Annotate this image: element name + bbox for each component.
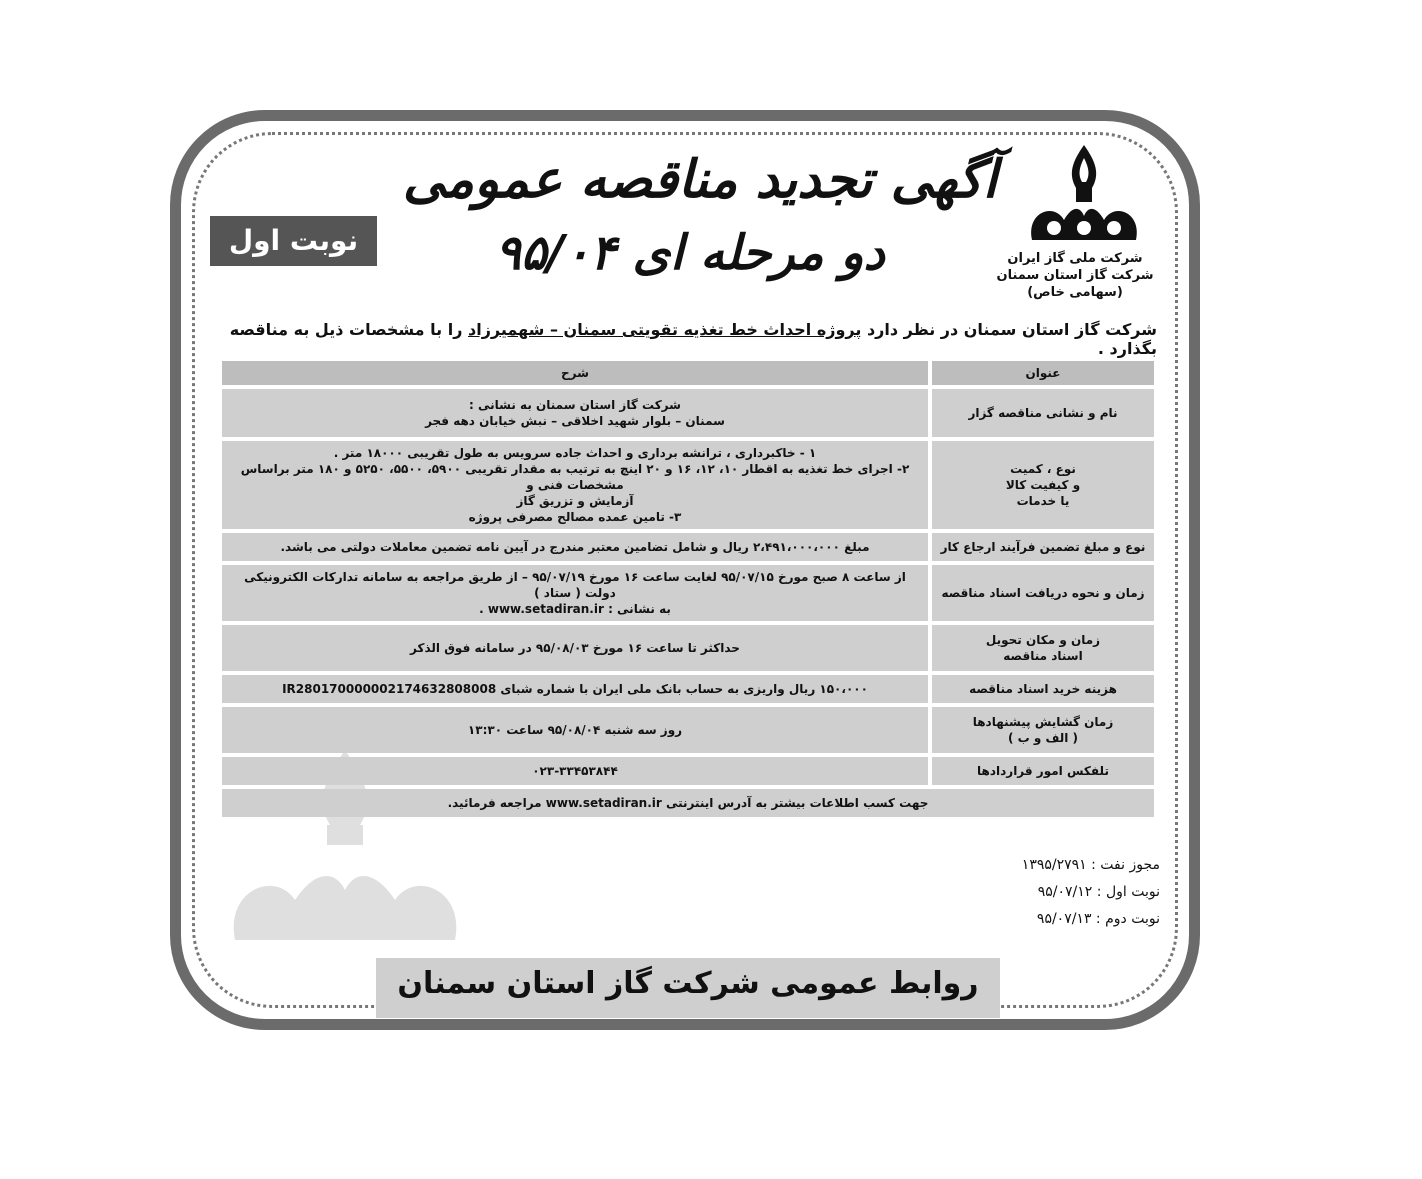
row-desc-line: به نشانی : www.setadiran.ir .: [479, 602, 671, 616]
license-number: مجوز نفت : ۱۳۹۵/۲۷۹۱: [1021, 857, 1160, 873]
row-desc-line: ۳- تامین عمده مصالح مصرفی پروژه: [468, 510, 682, 524]
header-desc-cell: شرح: [222, 361, 928, 385]
row-label-line: یا خدمات: [1016, 494, 1070, 508]
table-header-row: [222, 361, 1154, 385]
company-name-block: [990, 250, 1160, 301]
row-desc: [222, 533, 928, 561]
tender-spec-table: [218, 357, 1158, 821]
row-label: تلفکس امور قراردادها: [932, 757, 1154, 785]
publication-meta: [960, 852, 1160, 933]
row-label-line: و کیفیت کالا: [1005, 478, 1081, 492]
row-desc-line: ۰۲۳-۳۳۴۵۳۸۴۴: [532, 764, 618, 778]
table-row: [222, 675, 1154, 703]
gas-flame-logo-icon: [1024, 140, 1144, 250]
first-round-date: نوبت اول : ۹۵/۰۷/۱۲: [1037, 884, 1160, 900]
row-desc-line: شرکت گاز استان سمنان به نشانی :: [469, 398, 681, 412]
row-label: [932, 707, 1154, 753]
row-desc-line: از ساعت ۸ صبح مورخ ۹۵/۰۷/۱۵ لغایت ساعت ۱۶ مورخ ۹۵/۰۷/۱۹ – از طریق مراجعه به سامانه تدارکات الکترونیکی دولت ( ستاد ): [244, 570, 906, 600]
row-label-line: نوع ، کمیت: [1010, 462, 1076, 476]
row-label: نام و نشانی مناقصه گزار: [932, 389, 1154, 437]
intro-sentence: [222, 320, 1157, 358]
company-line-2: شرکت گاز استان سمنان: [996, 268, 1154, 283]
company-line-1: شرکت ملی گاز ایران: [1007, 251, 1143, 266]
row-desc: [222, 625, 928, 671]
row-desc-line: سمنان – بلوار شهید اخلاقی – نبش خیابان دهه فجر: [425, 414, 725, 428]
ad-title-line-1: آگهی تجدید مناقصه عمومی: [402, 150, 998, 210]
row-desc: [222, 757, 928, 785]
footer-note: جهت کسب اطلاعات بیشتر به آدرس اینترنتی www.setadiran.ir مراجعه فرمائید.: [222, 789, 1154, 817]
row-label: نوع و مبلغ تضمین فرآیند ارجاع کار: [932, 533, 1154, 561]
row-desc-line: ۱۵۰،۰۰۰ ریال واریزی به حساب بانک ملی ایران با شماره شبای IR280170000002174632808008: [282, 682, 868, 696]
row-label-line: زمان گشایش پیشنهادها: [972, 715, 1114, 729]
row-desc-line: روز سه شنبه ۹۵/۰۸/۰۴ ساعت ۱۳:۳۰: [467, 723, 683, 737]
row-desc-line: ۱ - خاکبرداری ، ترانشه برداری و احداث جاده سرویس به طول تقریبی ۱۸۰۰۰ متر .: [333, 446, 817, 460]
header-title-cell: عنوان: [932, 361, 1154, 385]
row-desc-line: حداکثر تا ساعت ۱۶ مورخ ۹۵/۰۸/۰۳ در سامانه فوق الذکر: [410, 641, 740, 655]
row-desc-line: مبلغ ۲،۴۹۱،۰۰۰،۰۰۰ ریال و شامل تضامین معتبر مندرج در آیین نامه تضمین معاملات دولتی می باشد.: [280, 540, 870, 554]
row-label: [932, 441, 1154, 529]
table-row: [222, 707, 1154, 753]
row-desc: [222, 675, 928, 703]
table-row: [222, 389, 1154, 437]
second-round-date: نوبت دوم : ۹۵/۰۷/۱۳: [1036, 911, 1160, 927]
public-relations-signature: روابط عمومی شرکت گاز استان سمنان: [376, 958, 1000, 1018]
table-row: [222, 565, 1154, 621]
row-label: [932, 625, 1154, 671]
company-line-3: (سهامی خاص): [1027, 285, 1123, 300]
intro-suffix: را با مشخصات ذیل به مناقصه بگذارد .: [229, 320, 1157, 358]
table-row: [222, 533, 1154, 561]
table-row: [222, 625, 1154, 671]
row-label: هزینه خرید اسناد مناقصه: [932, 675, 1154, 703]
row-label: زمان و نحوه دریافت اسناد مناقصه: [932, 565, 1154, 621]
row-desc: [222, 707, 928, 753]
ad-title-line-2: دو مرحله ای ۹۵/۰۴: [495, 225, 885, 281]
table-row: [222, 757, 1154, 785]
row-desc-line: ۲- اجرای خط تغذیه به اقطار ۱۰، ۱۲، ۱۶ و ۲۰ اینچ به ترتیب به مقدار تقریبی ۵۹۰۰، ۵۵۰۰، ۵۲۵۰ و ۱۸۰ متر براساس مشخصات فنی و: [240, 462, 910, 492]
round-badge: نوبت اول: [210, 216, 377, 266]
intro-project: پروژه احداث خط تغذیه تقویتی سمنان – شهمیرزاد: [468, 320, 862, 339]
table-row: [222, 441, 1154, 529]
intro-prefix: شرکت گاز استان سمنان در نظر دارد: [861, 320, 1157, 339]
row-desc: [222, 389, 928, 437]
row-desc: [222, 441, 928, 529]
table-footer-row: [222, 789, 1154, 817]
row-label-line: زمان و مکان تحویل: [985, 633, 1101, 647]
row-label-line: ( الف و ب ): [1007, 731, 1079, 745]
row-label-line: اسناد مناقصه: [1003, 649, 1083, 663]
row-desc-line: آزمایش و تزریق گاز: [516, 494, 634, 508]
row-desc: [222, 565, 928, 621]
